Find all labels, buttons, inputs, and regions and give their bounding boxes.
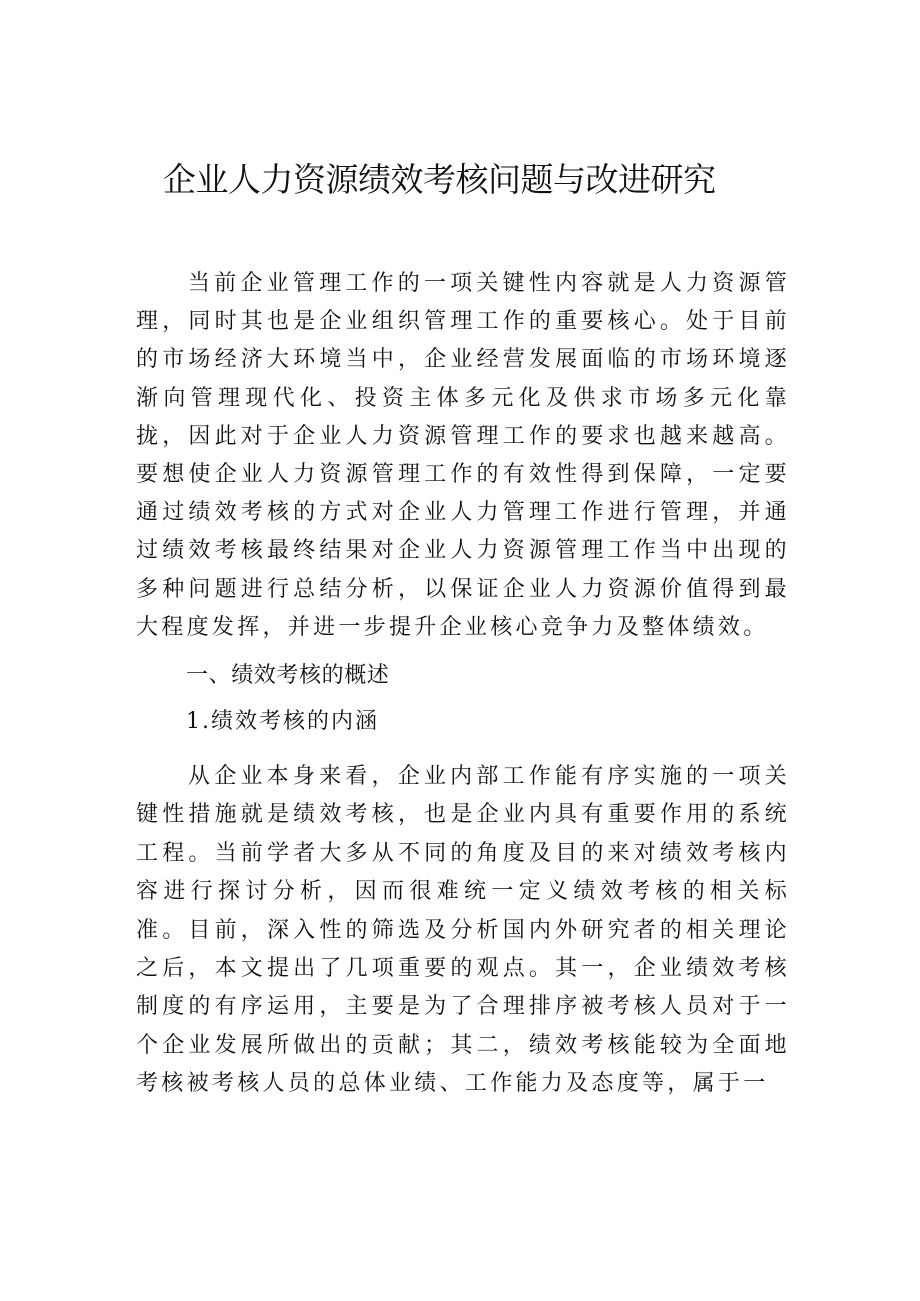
document-title: 企业人力资源绩效考核问题与改进研究 [163,160,716,199]
body-paragraph: 从企业本身来看，企业内部工作能有序实施的一项关键性措施就是绩效考核，也是企业内具有重要作用的系统工程。当前学者大多从不同的角度及目的来对绩效考核内容进行探讨分析，因而很难统一定义绩效考核的相关标准。目前，深入性的筛选及分析国内外研究者的相关理论之后，本文提出了几项重要的观点。其一，企业绩效考核制度的有序运用，主要是为了合理排序被考核人员对于一个企业发展所做出的贡献；其二，绩效考核能较为全面地考核被考核人员的总体业绩、工作能力及态度等，属于一 [136,764,790,1097]
section-heading: 一、绩效考核的概述 [186,663,390,688]
subsection-heading: 1.绩效考核的内涵 [186,709,379,734]
intro-paragraph: 当前企业管理工作的一项关键性内容就是人力资源管理，同时其也是企业组织管理工作的重要核心。处于目前的市场经济大环境当中，企业经营发展面临的市场环境逐渐向管理现代化、投资主体多元化及供求市场多元化靠拢，因此对于企业人力资源管理工作的要求也越来越高。要想使企业人力资源管理工作的有效性得到保障，一定要通过绩效考核的方式对企业人力管理工作进行管理，并通过绩效考核最终结果对企业人力资源管理工作当中出现的多种问题进行总结分析，以保证企业人力资源价值得到最大程度发挥，并进一步提升企业核心竞争力及整体绩效。 [136,271,790,640]
